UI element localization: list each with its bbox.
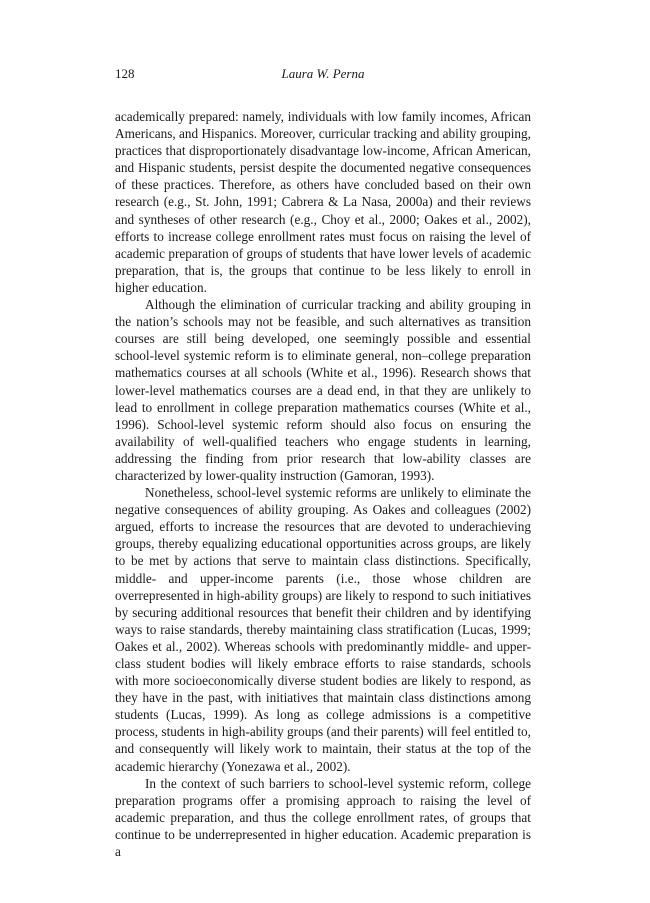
page-number: 128 [115,66,135,81]
running-head: Laura W. Perna [281,66,365,81]
page-header [115,66,531,86]
paragraph-2: Although the elimination of curricular tracking and ability grouping in the nation’s schools may not be feasible, and such alternatives as transition courses are still being developed, one seemingly possible and essential school-level systemic reform is to eliminate general, non–college preparation mathematics courses at all schools (White et al., 1996). Research shows that lower-level mathematics courses are a dead end, in that they are unlikely to lead to enrollment in college preparation mathematics courses (White et al., 1996). School-level systemic reform should also focus on ensuring the availability of well-qualified teachers who engage students in learning, addressing the finding from prior research that low-ability classes are characterized by lower-quality instruction (Gamoran, 1993). [115,297,531,483]
paragraph-1: academically prepared: namely, individuals with low family incomes, African Americans, and Hispanics. Moreover, curricular tracking and ability grouping, practices that disproportionately disadvantage low-income, African American, and Hispanic students, persist despite the documented negative consequences of these practices. Therefore, as others have concluded based on their own research (e.g., St. John, 1991; Cabrera & La Nasa, 2000a) and their reviews and syntheses of other research (e.g., Choy et al., 2000; Oakes et al., 2002), efforts to increase college enrollment rates must focus on raising the level of academic preparation of groups of students that have lower levels of academic preparation, that is, the groups that continue to be less likely to enroll in higher education. [115,109,531,295]
paragraph-3: Nonetheless, school-level systemic reforms are unlikely to eliminate the negative consequences of ability grouping. As Oakes and colleagues (2002) argued, efforts to increase the resources that are devoted to underachieving groups, thereby equalizing educational opportunities across groups, are likely to be met by actions that serve to maintain class distinctions. Specifically, middle- and upper-income parents (i.e., those whose children are overrepresented in high-ability groups) are likely to respond to such initiatives by securing additional resources that benefit their children and by identifying ways to raise standards, thereby maintaining class stratification (Lucas, 1999; Oakes et al., 2002). Whereas schools with predominantly middle- and upper-class student bodies will likely embrace efforts to raise standards, schools with more socioeconomically diverse student bodies are likely to respond, as they have in the past, with initiatives that maintain class distinctions among students (Lucas, 1999). As long as college admissions is a competitive process, students in high-ability groups (and their parents) will feel entitled to, and consequently will likely work to maintain, their status at the top of the academic hierarchy (Yonezawa et al., 2002). [115,485,531,774]
body-text [115,108,531,860]
paragraph-4: In the context of such barriers to school-level systemic reform, college preparation programs offer a promising approach to raising the level of academic preparation, and thus the college enrollment rates, of groups that continue to be underrepresented in higher education. Academic preparation is a [115,775,531,860]
